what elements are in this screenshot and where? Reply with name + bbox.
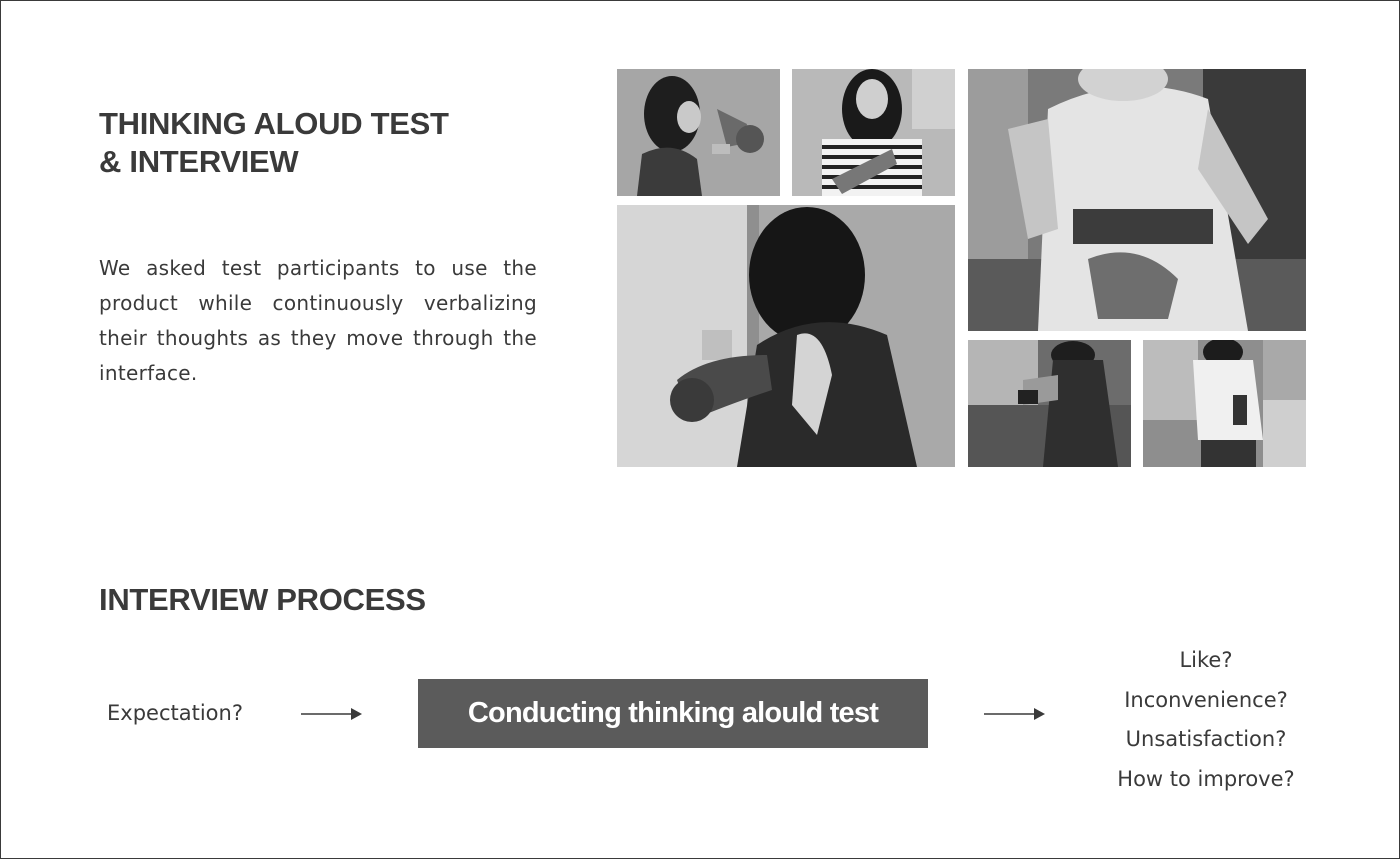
arrow-right-icon: [984, 706, 1046, 722]
question-item: Inconvenience?: [1124, 687, 1288, 712]
question-item: Unsatisfaction?: [1125, 727, 1287, 751]
photo-man-by-window: [968, 340, 1131, 467]
process-center-box: [418, 679, 928, 748]
process-center-label: Conducting thinking alould test: [467, 697, 879, 729]
question-item: How to improve?: [1117, 766, 1295, 791]
photo-woman-hair-dryer: [617, 69, 780, 196]
question-list: [1106, 641, 1306, 799]
photo-man-navy-shirt: [1143, 340, 1306, 467]
page-title: [99, 105, 449, 181]
photo-woman-drying-hair: [617, 205, 955, 467]
photo-woman-striped-shirt: [792, 69, 955, 196]
step-expectation: Expectation?: [107, 701, 243, 725]
title-line-1: THINKING ALOUD TEST: [99, 106, 449, 141]
title-line-2: & INTERVIEW: [99, 144, 299, 179]
section-title: INTERVIEW PROCESS: [99, 582, 426, 617]
photo-man-holding-hair-dryer: [968, 69, 1306, 331]
arrow-right-icon: [301, 706, 363, 722]
intro-paragraph: We asked test participants to use the product while continuously verbalizing their thoughts as they move through the interface.: [99, 256, 537, 385]
question-item: Like?: [1179, 648, 1233, 672]
